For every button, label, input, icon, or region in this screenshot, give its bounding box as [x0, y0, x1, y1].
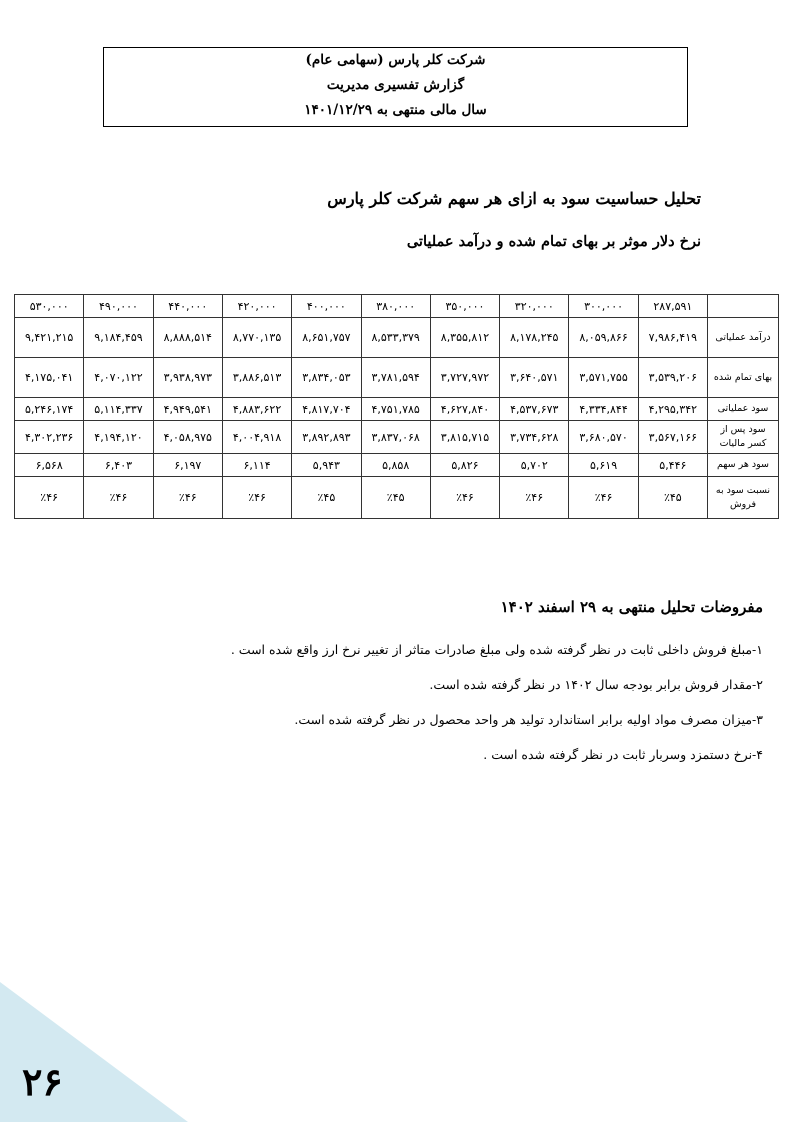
table-cell: ٪۴۶	[84, 477, 153, 519]
table-cell: ٪۴۶	[500, 477, 569, 519]
table-cell: ۳,۹۳۸,۹۷۳	[153, 358, 222, 398]
table-cell: ۴,۰۰۴,۹۱۸	[222, 421, 291, 454]
table-cell: ۹,۴۲۱,۲۱۵	[15, 318, 84, 358]
column-header: ۳۸۰,۰۰۰	[361, 295, 430, 318]
page-number: ۲۶	[22, 1059, 63, 1104]
report-header	[103, 47, 688, 127]
table-cell: ۴,۳۰۲,۲۳۶	[15, 421, 84, 454]
report-type: گزارش تفسیری مدیریت	[326, 77, 465, 93]
table-cell: ۸,۰۵۹,۸۶۶	[569, 318, 638, 358]
table-cell: ۳,۷۳۴,۶۲۸	[500, 421, 569, 454]
table-cell: ۵,۷۰۲	[500, 454, 569, 477]
table-cell: ۸,۷۷۰,۱۳۵	[222, 318, 291, 358]
table-cell: ۴,۸۸۳,۶۲۲	[222, 398, 291, 421]
column-header: ۴۹۰,۰۰۰	[84, 295, 153, 318]
table-cell: ۳,۵۷۱,۷۵۵	[569, 358, 638, 398]
table-cell: ۳,۸۹۲,۸۹۳	[292, 421, 361, 454]
table-row	[15, 421, 779, 454]
table-cell: ۳,۸۳۷,۰۶۸	[361, 421, 430, 454]
table-cell: ٪۴۵	[361, 477, 430, 519]
row-label: سود پس از کسر مالیات	[708, 421, 779, 454]
table-cell: ۳,۸۳۴,۰۵۳	[292, 358, 361, 398]
table-cell: ۵,۲۴۶,۱۷۴	[15, 398, 84, 421]
row-label: نسبت سود به فروش	[708, 477, 779, 519]
table-cell: ۷,۹۸۶,۴۱۹	[638, 318, 707, 358]
column-header: ۲۸۷,۵۹۱	[638, 295, 707, 318]
table-header-row	[15, 295, 779, 318]
table-cell: ۴,۵۳۷,۶۷۳	[500, 398, 569, 421]
table-cell: ۴,۳۳۴,۸۴۴	[569, 398, 638, 421]
column-header: ۴۴۰,۰۰۰	[153, 295, 222, 318]
column-header: ۴۰۰,۰۰۰	[292, 295, 361, 318]
table-cell: ۵,۴۴۶	[638, 454, 707, 477]
table-cell: ۴,۰۷۰,۱۲۲	[84, 358, 153, 398]
assumptions-list	[231, 640, 763, 780]
column-header: ۵۳۰,۰۰۰	[15, 295, 84, 318]
table-cell: ۵,۸۲۶	[430, 454, 499, 477]
table-cell: ٪۴۵	[292, 477, 361, 519]
table-cell: ۳,۵۳۹,۲۰۶	[638, 358, 707, 398]
column-header: ۴۲۰,۰۰۰	[222, 295, 291, 318]
table-cell: ۴,۹۴۹,۵۴۱	[153, 398, 222, 421]
table-cell: ۴,۲۹۵,۳۴۲	[638, 398, 707, 421]
assumption-item: ۲-مقدار فروش برابر بودجه سال ۱۴۰۲ در نظر گرفته شده است.	[429, 677, 763, 692]
table-corner-cell	[708, 295, 779, 318]
table-cell: ۵,۶۱۹	[569, 454, 638, 477]
table-cell: ۵,۹۴۳	[292, 454, 361, 477]
table-cell: ٪۴۶	[153, 477, 222, 519]
table-cell: ۴,۰۵۸,۹۷۵	[153, 421, 222, 454]
table-row	[15, 318, 779, 358]
table-cell: ۴,۱۷۵,۰۴۱	[15, 358, 84, 398]
table-cell: ۸,۳۵۵,۸۱۲	[430, 318, 499, 358]
sensitivity-table	[14, 294, 779, 519]
table-cell: ٪۴۵	[638, 477, 707, 519]
table-row	[15, 358, 779, 398]
assumption-item: ۳-میزان مصرف مواد اولیه برابر استاندارد تولید هر واحد محصول در نظر گرفته شده است.	[294, 712, 763, 727]
row-label: سود عملیاتی	[708, 398, 779, 421]
table-row	[15, 477, 779, 519]
column-header: ۳۲۰,۰۰۰	[500, 295, 569, 318]
table-cell: ۶,۴۰۳	[84, 454, 153, 477]
table-cell: ۳,۶۸۰,۵۷۰	[569, 421, 638, 454]
table-cell: ۴,۱۹۴,۱۲۰	[84, 421, 153, 454]
row-label: بهای تمام شده	[708, 358, 779, 398]
table-cell: ۸,۶۵۱,۷۵۷	[292, 318, 361, 358]
table-cell: ۴,۸۱۷,۷۰۴	[292, 398, 361, 421]
row-label: درآمد عملیاتی	[708, 318, 779, 358]
table-cell: ٪۴۶	[15, 477, 84, 519]
fiscal-year: سال مالی منتهی به ۱۴۰۱/۱۲/۲۹	[304, 102, 487, 118]
table-cell: ۵,۱۱۴,۳۳۷	[84, 398, 153, 421]
table-cell: ۶,۵۶۸	[15, 454, 84, 477]
table-cell: ۳,۵۶۷,۱۶۶	[638, 421, 707, 454]
table-cell: ۳,۶۴۰,۵۷۱	[500, 358, 569, 398]
table-cell: ۹,۱۸۴,۴۵۹	[84, 318, 153, 358]
table-cell: ۸,۸۸۸,۵۱۴	[153, 318, 222, 358]
table-cell: ۶,۱۱۴	[222, 454, 291, 477]
column-header: ۳۰۰,۰۰۰	[569, 295, 638, 318]
table-row	[15, 398, 779, 421]
company-name: شرکت کلر پارس (سهامی عام)	[305, 52, 486, 68]
assumption-item: ۱-مبلغ فروش داخلی ثابت در نظر گرفته شده ولی مبلغ صادرات متاثر از تغییر نرخ ارز واقع شده است .	[230, 642, 763, 657]
column-header: ۳۵۰,۰۰۰	[430, 295, 499, 318]
table-cell: ٪۴۶	[222, 477, 291, 519]
section-subtitle: نرخ دلار موثر بر بهای تمام شده و درآمد عملیاتی	[406, 233, 701, 250]
table-cell: ۶,۱۹۷	[153, 454, 222, 477]
assumption-item: ۴-نرخ دستمزد وسربار ثابت در نظر گرفته شده است .	[483, 747, 763, 762]
table-cell: ۴,۶۲۷,۸۴۰	[430, 398, 499, 421]
table-cell: ۸,۱۷۸,۲۴۵	[500, 318, 569, 358]
section-title: تحلیل حساسیت سود به ازای هر سهم شرکت کلر پارس	[327, 189, 701, 208]
row-label: سود هر سهم	[708, 454, 779, 477]
table-cell: ۳,۷۸۱,۵۹۴	[361, 358, 430, 398]
table-cell: ۵,۸۵۸	[361, 454, 430, 477]
table-cell: ٪۴۶	[569, 477, 638, 519]
table-cell: ۴,۷۵۱,۷۸۵	[361, 398, 430, 421]
assumptions-title: مفروضات تحلیل منتهی به ۲۹ اسفند ۱۴۰۲	[500, 598, 763, 616]
table-cell: ۳,۸۸۶,۵۱۳	[222, 358, 291, 398]
table-row	[15, 454, 779, 477]
table-cell: ۳,۷۲۷,۹۷۲	[430, 358, 499, 398]
table-cell: ۸,۵۳۳,۳۷۹	[361, 318, 430, 358]
table-cell: ۳,۸۱۵,۷۱۵	[430, 421, 499, 454]
table-cell: ٪۴۶	[430, 477, 499, 519]
